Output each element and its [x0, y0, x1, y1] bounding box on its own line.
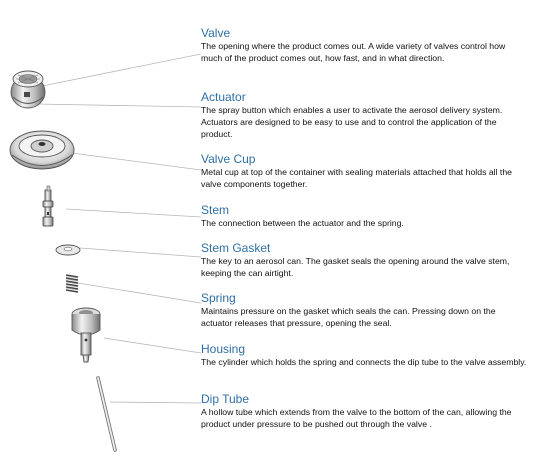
- part-title-spring: Spring: [201, 291, 236, 305]
- part-valve: [201, 26, 527, 64]
- part-dip-tube: [201, 392, 527, 430]
- part-desc-dip-tube: A hollow tube which extends from the valve to the bottom of the can, allowing the product under pressure to be pushed out through the valve .: [201, 407, 512, 430]
- leader-spring: [78, 283, 201, 303]
- part-desc-actuator: The spray button which enables a user to activate the aerosol delivery system. Actuators are designed to be easy to use and to control the application of the product.: [201, 105, 503, 140]
- leader-stem: [66, 209, 201, 217]
- leader-valve: [42, 54, 201, 86]
- leader-valve-cup: [64, 152, 201, 170]
- part-housing: [201, 342, 527, 368]
- leader-stem-gasket: [80, 248, 201, 257]
- leader-actuator: [36, 104, 201, 107]
- part-stem: [201, 203, 527, 229]
- part-title-dip-tube: Dip Tube: [201, 392, 250, 406]
- housing-icon: [72, 308, 100, 362]
- part-desc-housing: The cylinder which holds the spring and connects the dip tube to the valve assembly.: [201, 357, 527, 367]
- valve-icon: [11, 71, 45, 108]
- valve-cup-icon: [10, 131, 74, 169]
- part-stem-gasket: [201, 241, 527, 279]
- part-title-stem: Stem: [201, 203, 230, 217]
- leader-housing: [104, 338, 201, 353]
- part-title-housing: Housing: [201, 342, 246, 356]
- stem-gasket-icon: [56, 245, 80, 255]
- part-title-actuator: Actuator: [201, 90, 246, 104]
- stem-icon: [43, 186, 53, 226]
- part-desc-valve-cup: Metal cup at top of the container with sealing materials attached that holds all the valve components together.: [201, 167, 513, 190]
- spring-icon: [66, 275, 78, 292]
- part-desc-spring: Maintains pressure on the gasket which seals the can. Pressing down on the actuator releases that pressure, opening the seal.: [201, 306, 496, 329]
- part-title-valve: Valve: [201, 26, 231, 40]
- part-valve-cup: [201, 152, 527, 190]
- part-title-stem-gasket: Stem Gasket: [201, 241, 271, 255]
- part-title-valve-cup: Valve Cup: [201, 152, 256, 166]
- leader-lines: [36, 54, 201, 403]
- part-desc-stem: The connection between the actuator and the spring.: [201, 218, 404, 228]
- part-spring: [201, 291, 527, 329]
- part-desc-stem-gasket: The key to an aerosol can. The gasket seals the opening around the valve stem, keeping the can airtight.: [201, 256, 510, 279]
- part-actuator: [201, 90, 527, 141]
- part-desc-valve: The opening where the product comes out. A wide variety of valves control how much of the product comes out, how fast, and in what direction.: [201, 41, 506, 64]
- dip-tube-icon: [98, 378, 115, 450]
- leader-dip-tube: [110, 402, 201, 403]
